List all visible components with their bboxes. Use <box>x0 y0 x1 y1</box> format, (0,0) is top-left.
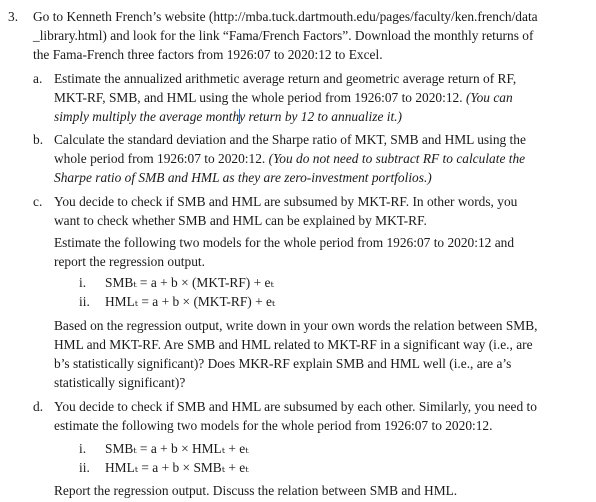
part-c-model-2-eq: HMLₜ = a + b × (MKT-RF) + eₜ <box>105 294 276 309</box>
part-c-followup-3: b’s statistically significant)? Does MKR-RF explain SMB and HML well (i.e., are a’s <box>54 356 512 371</box>
part-c-followup-1: Based on the regression output, write down in your own words the relation between SMB, <box>54 318 538 333</box>
part-b-line-2 <box>54 150 525 168</box>
part-b-line-2-text: whole period from 1926:07 to 2020:12. <box>54 151 266 166</box>
part-c-model-1-num: i. <box>79 275 87 290</box>
part-a-line-2-text: MKT-RF, SMB, and HML using the whole period from 1926:07 to 2020:12. <box>54 90 463 105</box>
part-b-label: b. <box>33 132 44 147</box>
part-a-line-2 <box>54 89 513 107</box>
part-c-followup-2: HML and MKT-RF. Are SMB and HML related to MKT-RF in a significant way (i.e., are <box>54 337 533 352</box>
part-d-closing: Report the regression output. Discuss the relation between SMB and HML. <box>54 483 458 498</box>
part-c-label: c. <box>33 194 43 209</box>
part-d-model-1-num: i. <box>79 441 87 456</box>
intro-line-3: the Fama-French three factors from 1926:07 to 2020:12 to Excel. <box>33 47 383 62</box>
part-c-line-4: report the regression output. <box>54 254 205 269</box>
part-c-line-1: You decide to check if SMB and HML are subsumed by MKT-RF. In other words, you <box>54 194 518 209</box>
part-d-model-1-eq: SMBₜ = a + b × HMLₜ + eₜ <box>105 441 249 456</box>
part-c-followup-4: statistically significant)? <box>54 375 186 390</box>
part-b-line-1: Calculate the standard deviation and the Sharpe ratio of MKT, SMB and HML using the <box>54 132 526 147</box>
part-c-model-2-num: ii. <box>79 294 90 309</box>
part-a-label: a. <box>33 71 43 86</box>
part-b-note-line: Sharpe ratio of SMB and HML as they are zero-investment portfolios.) <box>54 170 432 185</box>
part-c-line-3: Estimate the following two models for the whole period from 1926:07 to 2020:12 and <box>54 235 515 250</box>
part-a-note-2b: y return by 12 to annualize it.) <box>239 109 402 124</box>
part-d-model-2-num: ii. <box>79 460 90 475</box>
part-d-line-2: estimate the following two models for the whole period from 1926:07 to 2020:12. <box>54 418 493 433</box>
part-a-line-1: Estimate the annualized arithmetic average return and geometric average return of RF, <box>54 71 517 86</box>
intro-line-2: _library.html) and look for the link “Fama/French Factors”. Download the monthly returns of <box>33 28 534 43</box>
part-a-note-2a: simply multiply the average month <box>54 109 240 124</box>
part-b-note-start: (You do not need to subtract RF to calculate the <box>268 151 526 166</box>
part-d-label: d. <box>33 399 44 414</box>
part-a-note-line <box>54 108 402 126</box>
part-d-line-1: You decide to check if SMB and HML are subsumed by each other. Similarly, you need to <box>54 399 537 414</box>
part-d-model-2-eq: HMLₜ = a + b × SMBₜ + eₜ <box>105 460 249 475</box>
part-c-line-2: want to check whether SMB and HML can be explained by MKT-RF. <box>54 213 427 228</box>
part-a-note-start: (You can <box>465 90 513 105</box>
intro-line-1: Go to Kenneth French’s website (http://mba.tuck.dartmouth.edu/pages/faculty/ken.french/data <box>33 9 538 24</box>
question-number: 3. <box>8 9 19 24</box>
part-c-model-1-eq: SMBₜ = a + b × (MKT-RF) + eₜ <box>105 275 274 290</box>
